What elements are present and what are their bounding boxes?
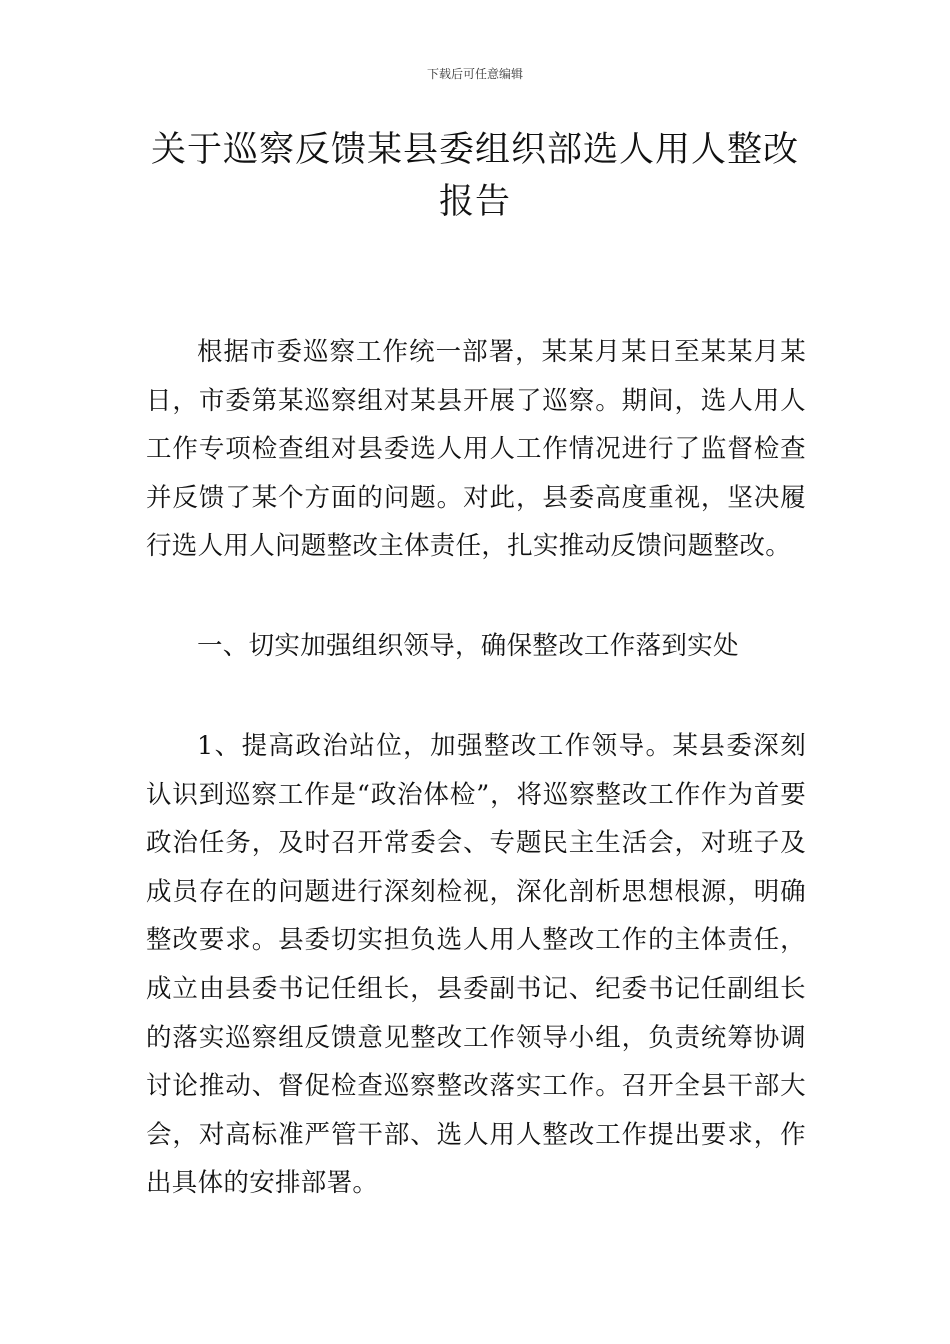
document-title: 关于巡察反馈某县委组织部选人用人整改报告 (150, 130, 799, 222)
intro-paragraph: 根据市委巡察工作统一部署，某某月某日至某某月某日，市委第某巡察组对某县开展了巡察。期间，选人用人工作专项检查组对县委选人用人工作情况进行了监督检查并反馈了某个方面的问题。对此，县委高度重视，坚决履行选人用人问题整改主体责任，扎实推动反馈问题整改。 (146, 337, 806, 562)
header-note: 下载后可任意编辑 (426, 67, 523, 81)
item-paragraph: 1、提高政治站位，加强整改工作领导。某县委深刻认识到巡察工作是“政治体检”，将巡察整改工作作为首要政治任务，及时召开常委会、专题民主生活会，对班子及成员存在的问题进行深刻检视，深化剖析思想根源，明确整改要求。县委切实担负选人用人整改工作的主体责任，成立由县委书记任组长，县委副书记、纪委书记任副组长的落实巡察组反馈意见整改工作领导小组，负责统筹协调讨论推动、督促检查巡察整改落实工作。召开全县干部大会，对高标准严管干部、选人用人整改工作提出要求，作出具体的安排部署。 (146, 731, 806, 1199)
section-heading: 一、切实加强组织领导，确保整改工作落到实处 (197, 631, 739, 661)
